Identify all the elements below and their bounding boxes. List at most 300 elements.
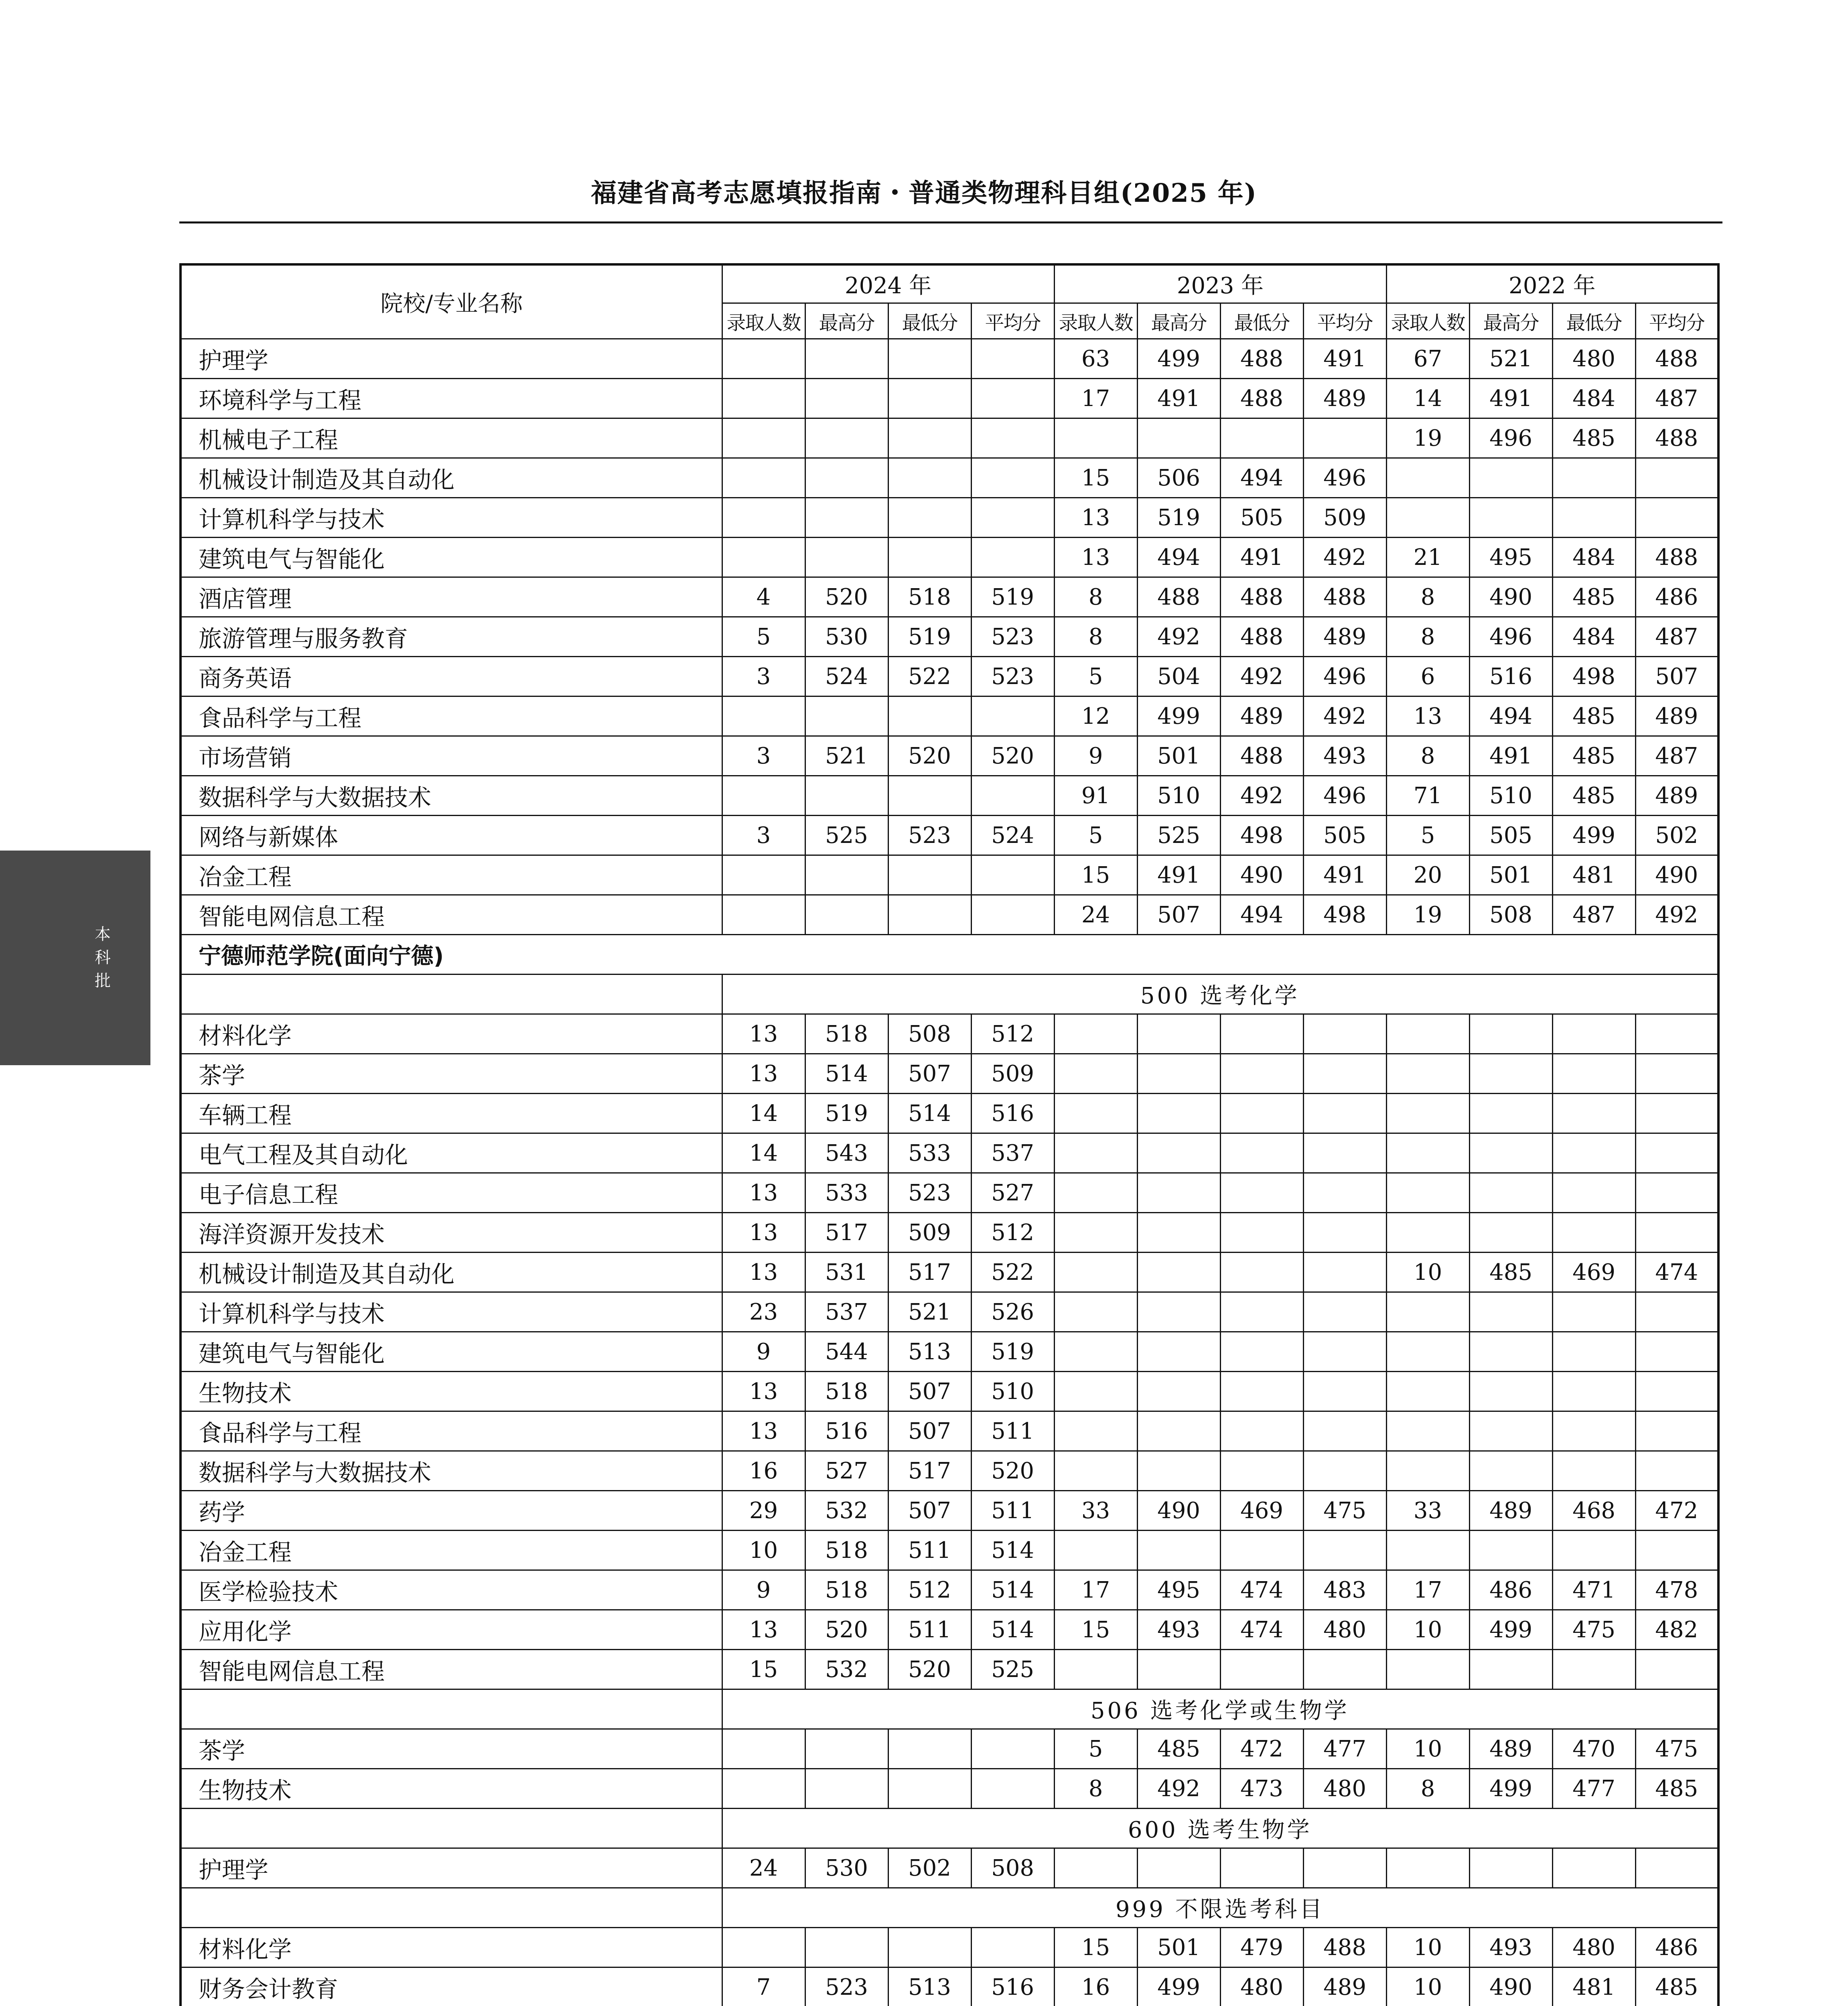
score-cell: 514 bbox=[805, 1054, 888, 1094]
major-name: 商务英语 bbox=[181, 657, 722, 696]
score-cell: 509 bbox=[888, 1213, 971, 1253]
score-cell: 485 bbox=[1552, 577, 1635, 617]
score-cell: 516 bbox=[805, 1411, 888, 1451]
score-cell: 483 bbox=[1303, 1570, 1386, 1610]
score-cell bbox=[1552, 498, 1635, 538]
score-cell bbox=[1220, 1372, 1303, 1411]
score-cell: 490 bbox=[1469, 1967, 1552, 2006]
table-row bbox=[181, 617, 1718, 657]
score-cell: 29 bbox=[722, 1491, 805, 1531]
score-cell: 17 bbox=[1054, 1570, 1137, 1610]
score-cell: 480 bbox=[1552, 339, 1635, 379]
score-cell: 8 bbox=[1386, 617, 1469, 657]
score-cell bbox=[1137, 418, 1220, 458]
score-cell bbox=[1054, 1014, 1137, 1054]
metric-header: 平均分 bbox=[971, 303, 1054, 339]
table-row bbox=[181, 1372, 1718, 1411]
score-cell bbox=[1635, 1014, 1718, 1054]
score-cell bbox=[1635, 458, 1718, 498]
major-name: 计算机科学与技术 bbox=[181, 1292, 722, 1332]
score-cell bbox=[805, 538, 888, 577]
score-cell bbox=[1137, 1372, 1220, 1411]
score-cell: 496 bbox=[1303, 657, 1386, 696]
score-cell: 494 bbox=[1469, 696, 1552, 736]
score-cell bbox=[1469, 1372, 1552, 1411]
table-row bbox=[181, 776, 1718, 816]
score-cell bbox=[888, 696, 971, 736]
score-cell bbox=[1386, 1014, 1469, 1054]
score-cell: 514 bbox=[971, 1610, 1054, 1650]
score-cell: 521 bbox=[805, 736, 888, 776]
score-cell: 488 bbox=[1220, 339, 1303, 379]
metric-header: 最低分 bbox=[1552, 303, 1635, 339]
score-cell bbox=[1469, 1411, 1552, 1451]
score-cell bbox=[1054, 1332, 1137, 1372]
major-name: 车辆工程 bbox=[181, 1094, 722, 1133]
score-cell: 479 bbox=[1220, 1928, 1303, 1967]
score-cell: 6 bbox=[1386, 657, 1469, 696]
score-cell: 488 bbox=[1635, 339, 1718, 379]
major-name: 财务会计教育 bbox=[181, 1967, 722, 2006]
score-cell bbox=[1137, 1133, 1220, 1173]
score-cell bbox=[1303, 1650, 1386, 1689]
score-cell: 13 bbox=[1054, 498, 1137, 538]
score-cell: 7 bbox=[722, 1967, 805, 2006]
score-cell bbox=[1303, 1411, 1386, 1451]
score-cell: 499 bbox=[1137, 1967, 1220, 2006]
score-cell bbox=[1303, 1014, 1386, 1054]
table-row bbox=[181, 736, 1718, 776]
score-cell bbox=[1303, 1054, 1386, 1094]
score-cell: 489 bbox=[1220, 696, 1303, 736]
major-name: 冶金工程 bbox=[181, 1531, 722, 1570]
group-name-blank-cell bbox=[181, 975, 722, 1014]
score-cell: 494 bbox=[1137, 538, 1220, 577]
table-row bbox=[181, 498, 1718, 538]
score-cell: 543 bbox=[805, 1133, 888, 1173]
score-cell: 3 bbox=[722, 816, 805, 855]
score-cell bbox=[1054, 1253, 1137, 1292]
table-body bbox=[181, 339, 1718, 2006]
major-name: 智能电网信息工程 bbox=[181, 895, 722, 935]
major-name: 材料化学 bbox=[181, 1928, 722, 1967]
score-cell: 9 bbox=[1054, 736, 1137, 776]
score-cell bbox=[888, 1928, 971, 1967]
score-cell bbox=[1635, 1054, 1718, 1094]
score-cell: 525 bbox=[805, 816, 888, 855]
metric-header: 最低分 bbox=[1220, 303, 1303, 339]
score-cell: 498 bbox=[1552, 657, 1635, 696]
major-name: 护理学 bbox=[181, 1848, 722, 1888]
metric-header: 最低分 bbox=[888, 303, 971, 339]
table-row bbox=[181, 1967, 1718, 2006]
score-cell bbox=[722, 776, 805, 816]
score-cell: 15 bbox=[1054, 458, 1137, 498]
score-cell: 511 bbox=[971, 1491, 1054, 1531]
score-cell bbox=[1552, 1014, 1635, 1054]
score-cell bbox=[1469, 1292, 1552, 1332]
major-name: 食品科学与工程 bbox=[181, 1411, 722, 1451]
score-cell bbox=[1054, 1372, 1137, 1411]
score-cell bbox=[805, 895, 888, 935]
score-cell bbox=[1137, 1451, 1220, 1491]
score-cell bbox=[1054, 1531, 1137, 1570]
score-cell bbox=[1386, 1531, 1469, 1570]
score-cell: 481 bbox=[1552, 855, 1635, 895]
score-cell bbox=[1054, 1094, 1137, 1133]
score-cell bbox=[1469, 1094, 1552, 1133]
score-cell bbox=[1220, 1650, 1303, 1689]
score-cell bbox=[971, 498, 1054, 538]
table-row bbox=[181, 1133, 1718, 1173]
score-cell: 508 bbox=[1469, 895, 1552, 935]
score-cell bbox=[1552, 1133, 1635, 1173]
table-row bbox=[181, 1610, 1718, 1650]
score-cell bbox=[1469, 1014, 1552, 1054]
score-cell bbox=[1303, 1213, 1386, 1253]
score-cell: 525 bbox=[1137, 816, 1220, 855]
score-cell: 523 bbox=[971, 617, 1054, 657]
score-cell: 19 bbox=[1386, 895, 1469, 935]
score-cell: 10 bbox=[1386, 1253, 1469, 1292]
score-cell: 17 bbox=[1386, 1570, 1469, 1610]
score-cell bbox=[971, 458, 1054, 498]
score-cell bbox=[1386, 1848, 1469, 1888]
score-cell bbox=[1635, 1531, 1718, 1570]
score-cell bbox=[971, 538, 1054, 577]
score-cell: 489 bbox=[1635, 776, 1718, 816]
score-cell: 495 bbox=[1469, 538, 1552, 577]
score-cell: 501 bbox=[1137, 1928, 1220, 1967]
group-name-blank-cell bbox=[181, 1888, 722, 1928]
score-cell bbox=[1220, 1213, 1303, 1253]
score-cell bbox=[1220, 418, 1303, 458]
score-cell: 491 bbox=[1137, 379, 1220, 418]
score-cell: 510 bbox=[971, 1372, 1054, 1411]
score-cell: 12 bbox=[1054, 696, 1137, 736]
major-name: 电子信息工程 bbox=[181, 1173, 722, 1213]
score-cell bbox=[1635, 1292, 1718, 1332]
score-cell bbox=[1386, 1451, 1469, 1491]
score-cell: 499 bbox=[1469, 1769, 1552, 1809]
score-cell: 480 bbox=[1303, 1769, 1386, 1809]
score-cell: 519 bbox=[1137, 498, 1220, 538]
score-cell: 521 bbox=[888, 1292, 971, 1332]
score-cell bbox=[1137, 1094, 1220, 1133]
score-cell bbox=[1552, 1451, 1635, 1491]
score-cell bbox=[1469, 1451, 1552, 1491]
running-header: 福建省高考志愿填报指南・普通类物理科目组(2025 年) bbox=[591, 178, 1257, 208]
score-cell bbox=[1386, 458, 1469, 498]
score-cell: 523 bbox=[971, 657, 1054, 696]
year-header-2022: 2022 年 bbox=[1386, 264, 1718, 303]
score-cell: 507 bbox=[1137, 895, 1220, 935]
score-cell bbox=[1054, 1451, 1137, 1491]
table-row bbox=[181, 1451, 1718, 1491]
score-cell bbox=[1635, 1173, 1718, 1213]
score-cell: 510 bbox=[1137, 776, 1220, 816]
score-cell bbox=[1303, 1292, 1386, 1332]
score-cell: 509 bbox=[1303, 498, 1386, 538]
score-cell: 530 bbox=[805, 1848, 888, 1888]
score-cell: 511 bbox=[971, 1411, 1054, 1451]
score-cell bbox=[971, 696, 1054, 736]
score-cell: 33 bbox=[1054, 1491, 1137, 1531]
score-cell: 531 bbox=[805, 1253, 888, 1292]
score-cell bbox=[888, 418, 971, 458]
score-cell bbox=[1137, 1848, 1220, 1888]
score-cell bbox=[1303, 1848, 1386, 1888]
major-name: 材料化学 bbox=[181, 1014, 722, 1054]
score-cell bbox=[1635, 1650, 1718, 1689]
major-name: 市场营销 bbox=[181, 736, 722, 776]
score-cell bbox=[1386, 1292, 1469, 1332]
score-cell: 480 bbox=[1552, 1928, 1635, 1967]
score-cell: 15 bbox=[1054, 1610, 1137, 1650]
score-cell: 492 bbox=[1220, 776, 1303, 816]
score-cell bbox=[1635, 498, 1718, 538]
score-cell: 527 bbox=[971, 1173, 1054, 1213]
score-cell: 485 bbox=[1635, 1967, 1718, 2006]
score-cell: 491 bbox=[1220, 538, 1303, 577]
score-cell: 492 bbox=[1220, 657, 1303, 696]
score-cell: 5 bbox=[722, 617, 805, 657]
score-cell: 492 bbox=[1137, 617, 1220, 657]
metric-header: 最高分 bbox=[805, 303, 888, 339]
score-cell: 8 bbox=[1386, 577, 1469, 617]
score-cell: 499 bbox=[1469, 1610, 1552, 1650]
table-row bbox=[181, 1848, 1718, 1888]
major-name: 数据科学与大数据技术 bbox=[181, 776, 722, 816]
score-cell bbox=[1552, 1332, 1635, 1372]
score-cell bbox=[1469, 458, 1552, 498]
table-row bbox=[181, 1014, 1718, 1054]
score-cell: 20 bbox=[1386, 855, 1469, 895]
score-cell: 13 bbox=[722, 1213, 805, 1253]
side-tab bbox=[0, 851, 150, 1065]
score-cell: 14 bbox=[722, 1094, 805, 1133]
score-cell bbox=[1469, 1173, 1552, 1213]
score-cell: 499 bbox=[1137, 339, 1220, 379]
metric-header: 录取人数 bbox=[1054, 303, 1137, 339]
score-cell bbox=[805, 776, 888, 816]
score-cell: 492 bbox=[1635, 895, 1718, 935]
score-cell: 475 bbox=[1552, 1610, 1635, 1650]
score-cell: 488 bbox=[1303, 577, 1386, 617]
score-cell: 517 bbox=[888, 1253, 971, 1292]
score-cell bbox=[1137, 1650, 1220, 1689]
score-cell: 532 bbox=[805, 1491, 888, 1531]
score-cell: 485 bbox=[1552, 418, 1635, 458]
subject-group-row bbox=[181, 1809, 1718, 1848]
score-cell bbox=[1303, 1253, 1386, 1292]
score-cell: 512 bbox=[971, 1213, 1054, 1253]
score-cell: 507 bbox=[1635, 657, 1718, 696]
score-cell: 507 bbox=[888, 1411, 971, 1451]
score-cell bbox=[971, 1729, 1054, 1769]
score-cell bbox=[1552, 458, 1635, 498]
score-cell bbox=[1137, 1411, 1220, 1451]
score-cell: 491 bbox=[1469, 736, 1552, 776]
table-row bbox=[181, 458, 1718, 498]
score-cell bbox=[1635, 1372, 1718, 1411]
major-name: 机械设计制造及其自动化 bbox=[181, 1253, 722, 1292]
score-cell bbox=[1552, 1650, 1635, 1689]
score-cell bbox=[1635, 1094, 1718, 1133]
score-cell bbox=[888, 895, 971, 935]
score-cell: 496 bbox=[1469, 418, 1552, 458]
score-cell: 486 bbox=[1635, 1928, 1718, 1967]
score-cell bbox=[1220, 1253, 1303, 1292]
score-cell: 469 bbox=[1552, 1253, 1635, 1292]
score-cell: 526 bbox=[971, 1292, 1054, 1332]
score-cell bbox=[1220, 1332, 1303, 1372]
score-cell bbox=[805, 418, 888, 458]
major-name: 智能电网信息工程 bbox=[181, 1650, 722, 1689]
major-name: 医学检验技术 bbox=[181, 1570, 722, 1610]
score-cell: 494 bbox=[1220, 895, 1303, 935]
score-cell bbox=[722, 498, 805, 538]
table-row bbox=[181, 379, 1718, 418]
score-cell: 487 bbox=[1635, 617, 1718, 657]
score-cell: 508 bbox=[971, 1848, 1054, 1888]
score-cell bbox=[1220, 1848, 1303, 1888]
score-cell bbox=[1220, 1014, 1303, 1054]
score-cell: 5 bbox=[1054, 816, 1137, 855]
table-row bbox=[181, 418, 1718, 458]
score-cell bbox=[1386, 1213, 1469, 1253]
score-cell: 525 bbox=[971, 1650, 1054, 1689]
score-cell: 519 bbox=[971, 1332, 1054, 1372]
score-cell: 522 bbox=[971, 1253, 1054, 1292]
score-cell: 13 bbox=[722, 1253, 805, 1292]
score-cell: 493 bbox=[1137, 1610, 1220, 1650]
score-cell: 501 bbox=[1469, 855, 1552, 895]
score-cell bbox=[971, 855, 1054, 895]
score-cell: 480 bbox=[1220, 1967, 1303, 2006]
score-cell: 14 bbox=[722, 1133, 805, 1173]
table-row bbox=[181, 1928, 1718, 1967]
score-cell bbox=[1137, 1253, 1220, 1292]
score-cell: 493 bbox=[1303, 736, 1386, 776]
major-name: 机械电子工程 bbox=[181, 418, 722, 458]
major-name: 网络与新媒体 bbox=[181, 816, 722, 855]
score-cell bbox=[722, 458, 805, 498]
score-cell: 472 bbox=[1635, 1491, 1718, 1531]
score-cell: 501 bbox=[1137, 736, 1220, 776]
score-cell: 13 bbox=[722, 1054, 805, 1094]
score-cell bbox=[1303, 1372, 1386, 1411]
score-cell: 533 bbox=[805, 1173, 888, 1213]
score-cell bbox=[1552, 1094, 1635, 1133]
score-cell: 13 bbox=[722, 1411, 805, 1451]
header-rule bbox=[179, 221, 1722, 223]
score-cell: 3 bbox=[722, 736, 805, 776]
score-cell bbox=[888, 538, 971, 577]
score-cell: 10 bbox=[722, 1531, 805, 1570]
table-row bbox=[181, 1332, 1718, 1372]
score-cell: 485 bbox=[1469, 1253, 1552, 1292]
table-row bbox=[181, 1253, 1718, 1292]
score-cell: 15 bbox=[1054, 1928, 1137, 1967]
score-cell: 489 bbox=[1303, 617, 1386, 657]
table-row bbox=[181, 1769, 1718, 1809]
subject-group-row bbox=[181, 1888, 1718, 1928]
score-cell: 517 bbox=[888, 1451, 971, 1491]
score-cell bbox=[722, 418, 805, 458]
score-cell: 15 bbox=[722, 1650, 805, 1689]
score-cell bbox=[1303, 1451, 1386, 1491]
score-cell: 488 bbox=[1635, 418, 1718, 458]
score-cell: 8 bbox=[1054, 1769, 1137, 1809]
score-cell: 19 bbox=[1386, 418, 1469, 458]
score-cell: 524 bbox=[805, 657, 888, 696]
score-cell bbox=[805, 1928, 888, 1967]
score-cell bbox=[722, 1928, 805, 1967]
score-cell: 495 bbox=[1137, 1570, 1220, 1610]
score-cell: 518 bbox=[805, 1372, 888, 1411]
major-name: 生物技术 bbox=[181, 1372, 722, 1411]
score-cell: 502 bbox=[888, 1848, 971, 1888]
major-name: 茶学 bbox=[181, 1054, 722, 1094]
score-cell bbox=[1054, 418, 1137, 458]
score-cell: 472 bbox=[1220, 1729, 1303, 1769]
score-cell: 5 bbox=[1054, 657, 1137, 696]
score-cell: 9 bbox=[722, 1570, 805, 1610]
year-header-2024: 2024 年 bbox=[722, 264, 1054, 303]
score-cell bbox=[1054, 1213, 1137, 1253]
score-cell: 481 bbox=[1552, 1967, 1635, 2006]
score-cell: 505 bbox=[1469, 816, 1552, 855]
table-row bbox=[181, 1570, 1718, 1610]
score-cell: 71 bbox=[1386, 776, 1469, 816]
score-cell bbox=[971, 339, 1054, 379]
score-cell: 490 bbox=[1635, 855, 1718, 895]
table-row bbox=[181, 1292, 1718, 1332]
score-cell bbox=[722, 696, 805, 736]
score-cell: 477 bbox=[1303, 1729, 1386, 1769]
score-cell: 67 bbox=[1386, 339, 1469, 379]
score-cell bbox=[1552, 1372, 1635, 1411]
score-cell bbox=[1386, 1173, 1469, 1213]
score-cell: 496 bbox=[1303, 458, 1386, 498]
score-cell: 523 bbox=[805, 1967, 888, 2006]
table-row bbox=[181, 577, 1718, 617]
score-cell bbox=[1054, 1173, 1137, 1213]
table-row bbox=[181, 339, 1718, 379]
score-cell: 17 bbox=[1054, 379, 1137, 418]
score-cell: 13 bbox=[1054, 538, 1137, 577]
score-cell: 491 bbox=[1469, 379, 1552, 418]
score-cell: 10 bbox=[1386, 1928, 1469, 1967]
table-row bbox=[181, 1531, 1718, 1570]
score-cell bbox=[1552, 1292, 1635, 1332]
score-cell: 13 bbox=[722, 1173, 805, 1213]
score-cell: 473 bbox=[1220, 1769, 1303, 1809]
score-cell bbox=[1552, 1054, 1635, 1094]
score-cell: 489 bbox=[1303, 379, 1386, 418]
table-row bbox=[181, 1173, 1718, 1213]
table-row bbox=[181, 1411, 1718, 1451]
score-cell: 16 bbox=[722, 1451, 805, 1491]
score-cell: 488 bbox=[1220, 617, 1303, 657]
score-cell: 518 bbox=[888, 577, 971, 617]
score-cell bbox=[805, 498, 888, 538]
score-cell bbox=[722, 855, 805, 895]
subject-group-label: 506 选考化学或生物学 bbox=[722, 1689, 1718, 1729]
score-cell: 8 bbox=[1054, 617, 1137, 657]
score-cell bbox=[1137, 1173, 1220, 1213]
